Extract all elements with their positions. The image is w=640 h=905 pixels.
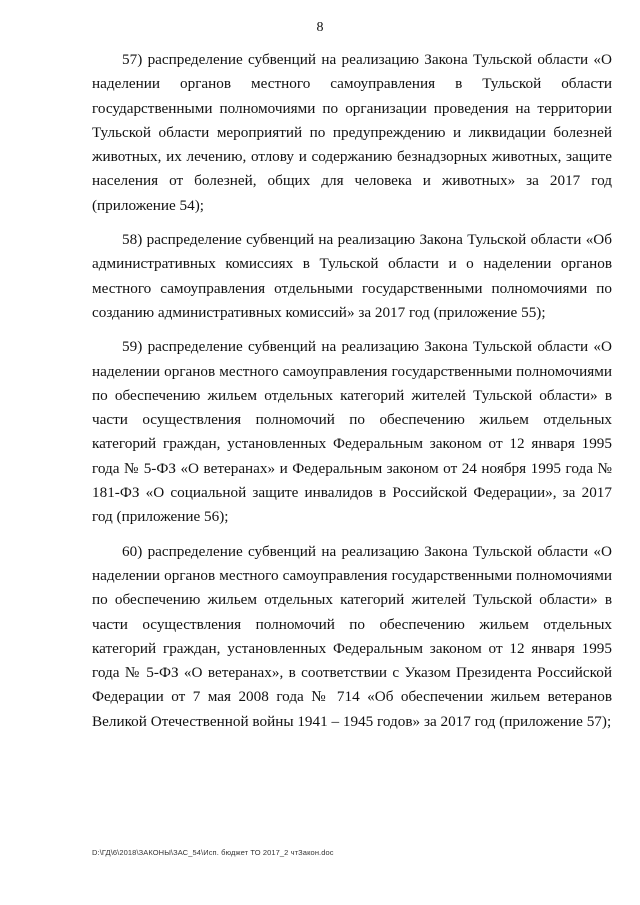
file-path-footer: D:\ГД\6\2018\ЗАКОНЫ\ЗАС_54\Исп. бюджет ТО 2017_2 чтЗакон.doc xyxy=(92,848,334,857)
document-body xyxy=(92,48,612,744)
paragraph-59: 59) распределение субвенций на реализацию Закона Тульской области «О наделении органов местного самоуправления государственными полномочиями по обеспечению жильем отдельных категорий жителей Тульской области» в части осуществления полномочий по обеспечению жильем отдельных категорий граждан, установленных Федеральным законом от 12 января 1995 года № 5-ФЗ «О ветеранах» и Федеральным законом от 24 ноября 1995 года № 181-ФЗ «О социальной защите инвалидов в Российской Федерации», за 2017 год (приложение 56); xyxy=(92,338,612,526)
paragraph-58: 58) распределение субвенций на реализацию Закона Тульской области «Об административных комиссиях в Тульской области и о наделении органов местного самоуправления отдельными государственными полномочиями по созданию административных комиссий» за 2017 год (приложение 55); xyxy=(92,231,612,321)
paragraph-60: 60) распределение субвенций на реализацию Закона Тульской области «О наделении органов местного самоуправления государственными полномочиями по обеспечению жильем отдельных категорий жителей Тульской области» в части осуществления полномочий по обеспечению жильем отдельных категорий граждан, установленных Федеральным законом от 12 января 1995 года № 5-ФЗ «О ветеранах», в соответствии с Указом Президента Российской Федерации от 7 мая 2008 года № 714 «Об обеспечении жильем ветеранов Великой Отечественной войны 1941 – 1945 годов» за 2017 год (приложение 57); xyxy=(92,542,612,730)
paragraph-57: 57) распределение субвенций на реализацию Закона Тульской области «О наделении органов местного самоуправления в Тульской области государственными полномочиями по организации проведения на территории Тульской области мероприятий по предупреждению и ликвидации болезней животных, их лечению, отлову и содержанию безнадзорных животных, защите населения от болезней, общих для человека и животных» за 2017 год (приложение 54); xyxy=(92,51,612,214)
page-number: 8 xyxy=(316,20,324,35)
